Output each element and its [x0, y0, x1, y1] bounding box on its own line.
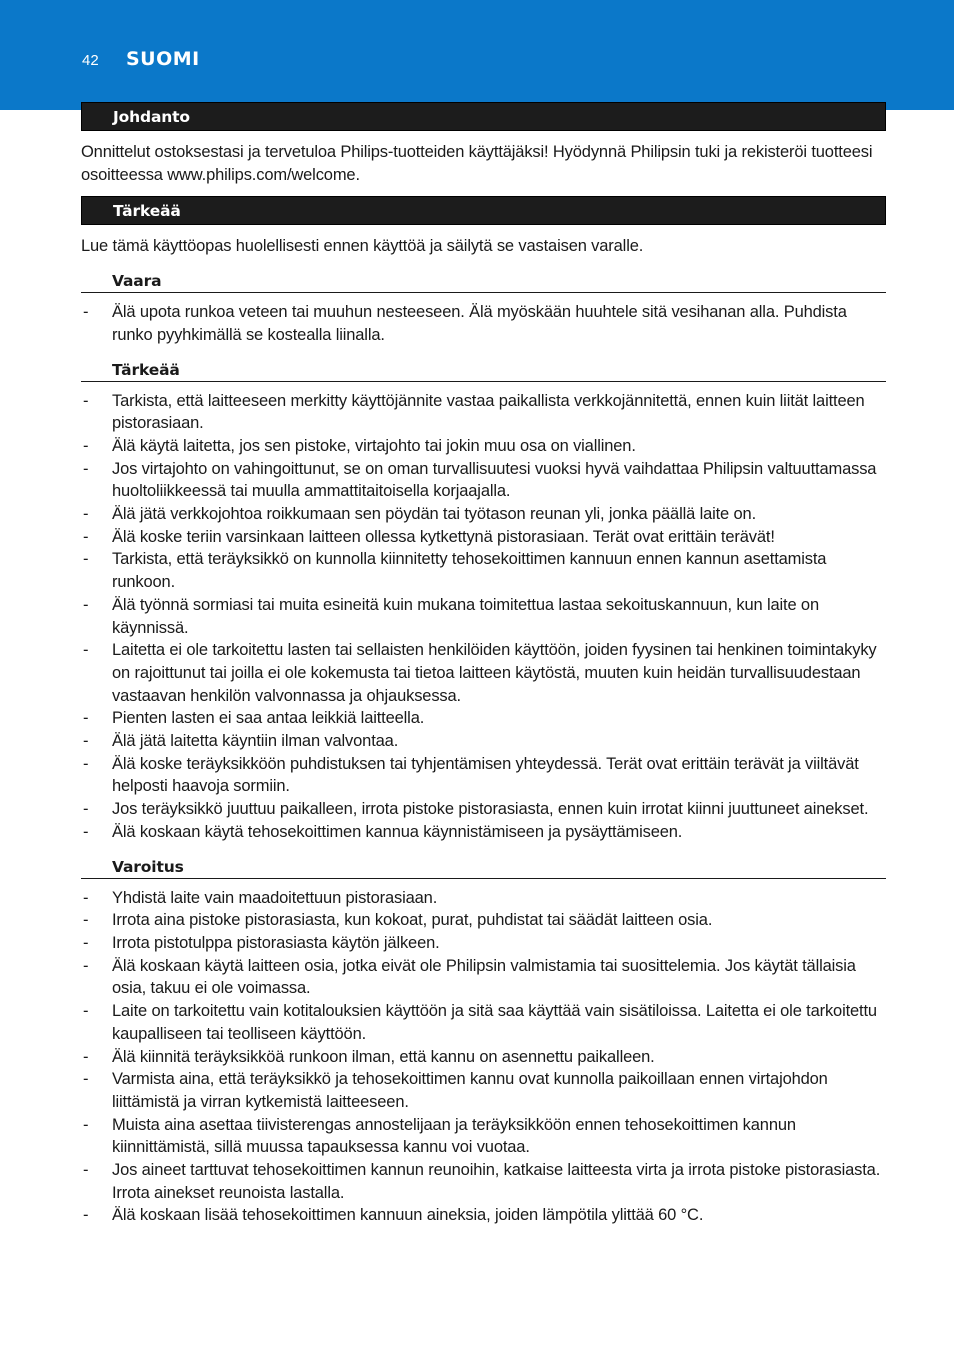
list-item — [81, 526, 886, 549]
important-paragraph: Lue tämä käyttöopas huolellisesti ennen käyttöä ja säilytä se vastaisen varalle. — [81, 237, 644, 256]
list-item — [81, 1204, 886, 1227]
list-item-text: Muista aina asettaa tiivisterengas annostelijaan ja teräyksikköön ennen tehosekoittimen kannun kiinnittämistä, sillä muussa tapauksessa kannu voi vuotaa. — [112, 1115, 796, 1157]
list-item — [81, 887, 886, 910]
list-item-text: Älä käytä laitetta, jos sen pistoke, virtajohto tai jokin muu osa on viallinen. — [112, 436, 636, 455]
list-item — [81, 932, 886, 955]
list-dash: - — [83, 911, 89, 930]
list-item — [81, 390, 886, 435]
list-dash: - — [83, 1115, 89, 1134]
list-dash: - — [83, 800, 89, 819]
section-heading-important: Tärkeää — [81, 196, 886, 225]
page-content — [81, 102, 886, 1227]
list-dash: - — [83, 641, 89, 660]
list-dash: - — [83, 709, 89, 728]
list-item — [81, 1114, 886, 1159]
list-item — [81, 435, 886, 458]
list-item-text: Älä työnnä sormiasi tai muita esineitä kuin mukana toimitettua lastaa sekoituskannuun, kun laite on käynnissä. — [112, 595, 819, 637]
list-item-text: Laitetta ei ole tarkoitettu lasten tai sellaisten henkilöiden käyttöön, joiden fyysinen tai henkinen toimintakyky on rajoittunut tai joilla ei ole kokemusta tai tietoa laitteen käytöstä, muuten kuin heidän turvallisuudestaan vastaavan henkilön valvonnassa ja ohjauksessa. — [112, 641, 877, 705]
list-item-text: Tarkista, että teräyksikkö on kunnolla kiinnitetty tehosekoittimen kannuun ennen kannun asettamista runkoon. — [112, 550, 827, 592]
list-dash: - — [83, 527, 89, 546]
list-item-text: Laite on tarkoitettu vain kotitalouksien käyttöön ja sitä saa käyttää vain sisätiloissa. Laitetta ei ole tarkoitettu kaupalliseen tai teolliseen käyttöön. — [112, 1002, 877, 1043]
list-item — [81, 1159, 886, 1204]
list-item — [81, 639, 886, 707]
list-item-text: Älä koskaan käytä tehosekoittimen kannua käynnistämiseen ja pysäyttämiseen. — [112, 822, 683, 841]
page-number: 42 — [82, 52, 99, 69]
list-dash: - — [83, 956, 89, 975]
list-item — [81, 1068, 886, 1113]
page-header — [0, 0, 954, 110]
language-title: SUOMI — [126, 48, 200, 70]
list-dash: - — [83, 505, 89, 524]
list-item — [81, 730, 886, 753]
list-item — [81, 458, 886, 503]
list-dash: - — [83, 550, 89, 569]
subheading-danger: Vaara — [81, 270, 886, 293]
list-item-text: Tarkista, että laitteeseen merkitty käyttöjännite vastaa paikallista verkkojännitettä, ennen kuin liität laitteen pistorasiaan. — [112, 391, 865, 433]
list-item-text: Älä koske teräyksikköön puhdistuksen tai tyhjentämisen yhteydessä. Terät ovat erittäin terävät ja viiltävät helposti haavoja sormiin. — [112, 754, 859, 796]
list-item-text: Älä upota runkoa veteen tai muuhun nesteeseen. Älä myöskään huuhtele sitä vesihanan alla. Puhdista runko pyyhkimällä se kostealla liinalla. — [112, 303, 847, 344]
danger-list — [81, 301, 886, 346]
list-item — [81, 503, 886, 526]
list-item-text: Älä kiinnitä teräyksikköä runkoon ilman, että kannu on asennettu paikalleen. — [112, 1047, 655, 1066]
list-dash: - — [83, 1161, 89, 1180]
list-dash: - — [83, 1070, 89, 1089]
list-dash: - — [83, 595, 89, 614]
list-dash: - — [83, 1206, 89, 1225]
list-item — [81, 548, 886, 593]
list-item-text: Yhdistä laite vain maadoitettuun pistorasiaan. — [112, 888, 438, 907]
subheading-caution: Tärkeää — [81, 359, 886, 382]
section-heading-intro: Johdanto — [81, 102, 886, 131]
list-item — [81, 955, 886, 1000]
list-dash: - — [83, 1002, 89, 1021]
intro-paragraph: Onnittelut ostoksestasi ja tervetuloa Philips-tuotteiden käyttäjäksi! Hyödynnä Philipsin tuki ja rekisteröi tuotteesi osoitteessa www.philips.com/welcome. — [81, 143, 873, 184]
list-item — [81, 594, 886, 639]
list-item — [81, 821, 886, 844]
list-dash: - — [83, 391, 89, 410]
list-dash: - — [83, 459, 89, 478]
list-item — [81, 707, 886, 730]
list-item — [81, 798, 886, 821]
list-item — [81, 1046, 886, 1069]
list-dash: - — [83, 822, 89, 841]
list-item-text: Jos teräyksikkö juuttuu paikalleen, irrota pistoke pistorasiasta, ennen kuin irrotat kiinni juuttuneet ainekset. — [112, 800, 869, 819]
list-dash: - — [83, 933, 89, 952]
list-item-text: Älä jätä verkkojohtoa roikkumaan sen pöydän tai työtason reunan yli, jonka päällä laite on. — [112, 505, 757, 524]
list-item-text: Varmista aina, että teräyksikkö ja tehosekoittimen kannu ovat kunnolla paikoillaan ennen virtajohdon liittämistä ja virran kytkemistä laitteeseen. — [112, 1070, 828, 1111]
list-dash: - — [83, 1047, 89, 1066]
list-dash: - — [83, 888, 89, 907]
list-item-text: Älä koskaan lisää tehosekoittimen kannuun aineksia, joiden lämpötila ylittää 60 °C. — [112, 1206, 704, 1225]
list-item-text: Irrota pistotulppa pistorasiasta käytön jälkeen. — [112, 933, 440, 952]
list-item-text: Jos virtajohto on vahingoittunut, se on oman turvallisuutesi vuoksi hyvä vaihdattaa Philipsin valtuuttamassa huoltoliikkeessä tai muulla ammattitaitoisella korjaajalla. — [112, 459, 877, 501]
list-dash: - — [83, 303, 89, 322]
list-item-text: Älä jätä laitetta käyntiin ilman valvontaa. — [112, 732, 399, 751]
list-dash: - — [83, 754, 89, 773]
list-item — [81, 1000, 886, 1045]
subheading-warning: Varoitus — [81, 856, 886, 879]
list-item — [81, 909, 886, 932]
list-dash: - — [83, 732, 89, 751]
caution-list — [81, 390, 886, 844]
list-item — [81, 301, 886, 346]
list-item-text: Jos aineet tarttuvat tehosekoittimen kannun reunoihin, katkaise laitteesta virta ja irrota pistoke pistorasiasta. Irrota ainekset reunoista lastalla. — [112, 1161, 881, 1202]
list-item-text: Älä koske teriin varsinkaan laitteen ollessa kytkettynä pistorasiaan. Terät ovat erittäin terävät! — [112, 527, 775, 546]
warning-list — [81, 887, 886, 1228]
list-dash: - — [83, 436, 89, 455]
list-item-text: Älä koskaan käytä laitteen osia, jotka eivät ole Philipsin valmistamia tai suosittelemia. Jos käytät tällaisia osia, takuu ei ole voimassa. — [112, 956, 856, 998]
list-item — [81, 753, 886, 798]
list-item-text: Irrota aina pistoke pistorasiasta, kun kokoat, purat, puhdistat tai säädät laitteen osia. — [112, 911, 713, 930]
list-item-text: Pienten lasten ei saa antaa leikkiä laitteella. — [112, 709, 425, 728]
